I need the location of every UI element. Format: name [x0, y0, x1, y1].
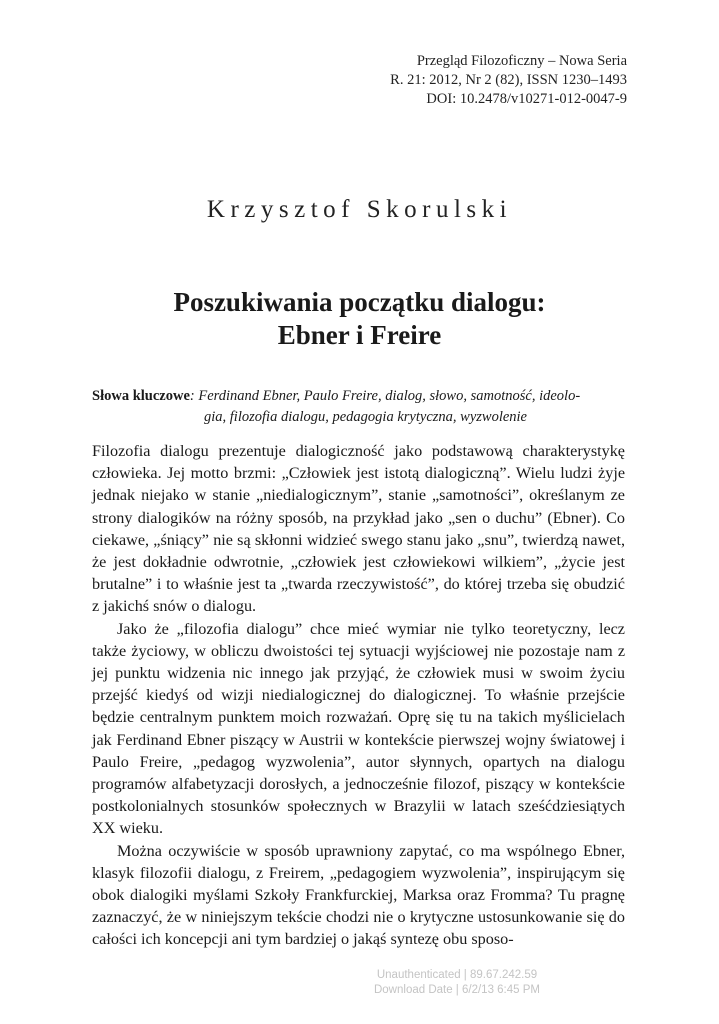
title-line-1: Poszukiwania początku dialogu:	[173, 287, 546, 317]
body-paragraph-1: Filozofia dialogu prezentuje dialogiczność jako podstawową charakterystykę człowieka. Jej motto brzmi: „Człowiek jest istotą dialogiczną”. Wielu ludzi żyje jednak niejako w stanie „niedialogicznym”, stanie „samotności”, określanym ze strony dialogików na różny sposób, na przykład jako „sen o duchu” (Ebner). Co ciekawe, „śniący” nie są skłonni widzieć swego stanu jako „snu”, twierdzą nawet, że jest dokładnie odwrotnie, „człowiek jest człowiekowi wilkiem”, „życie jest brutalne” i to właśnie jest ta „twarda rzeczywistość”, do której trzeba się obudzić z jakichś snów o dialogu.	[92, 442, 625, 616]
journal-volume: R. 21: 2012, Nr 2 (82), ISSN 1230–1493	[390, 72, 627, 88]
title-line-2: Ebner i Freire	[277, 320, 442, 350]
watermark-date: Download Date | 6/2/13 6:45 PM	[373, 984, 540, 996]
journal-doi: DOI: 10.2478/v10271-012-0047-9	[426, 91, 627, 107]
watermark-auth: Unauthenticated | 89.67.242.59	[376, 969, 538, 981]
keywords-colon: :	[189, 388, 195, 404]
keywords-block	[92, 386, 630, 428]
keywords-label: Słowa kluczowe	[92, 388, 190, 404]
article-body	[92, 440, 625, 951]
article-title	[0, 286, 719, 352]
keywords-list-line-1: Ferdinand Ebner, Paulo Freire, dialog, słowo, samotność, ideolo-	[194, 388, 581, 404]
body-paragraph-3: Można oczywiście w sposób uprawniony zapytać, co ma wspólnego Ebner, klasyk filozofii dialogu, z Freirem, „pedagogiem wyzwolenia”, inspirującym się obok dialogiki myślami Szkoły Frankfurckiej, Marksa oraz Fromma? Tu pragnę zaznaczyć, że w niniejszym tekście chodzi nie o krytyczne ustosunkowanie się do całości ich koncepcji ani tym bardziej o jakąś syntezę obu sposo-	[92, 841, 625, 949]
keywords-list-line-2: gia, filozofia dialogu, pedagogia krytyczna, wyzwolenie	[204, 409, 527, 425]
journal-name: Przegląd Filozoficzny – Nowa Seria	[416, 53, 627, 69]
download-watermark	[357, 968, 557, 998]
journal-header	[390, 52, 627, 109]
author-name: Krzysztof Skorulski	[206, 196, 513, 223]
body-paragraph-2: Jako że „filozofia dialogu” chce mieć wymiar nie tylko teoretyczny, lecz także życiowy, w obliczu dwoistości tej sytuacji wyjściowej nie pozostaje nam z jej punktu widzenia nic innego jak przyjąć, że człowiek musi w swoim życiu przejść kiedyś od wizji niedialogicznej do dialogicznej. To właśnie przejście będzie centralnym punktem moich rozważań. Oprę się tu na takich myślicielach jak Ferdinand Ebner piszący w Austrii w kontekście pierwszej wojny światowej i Paulo Freire, „pedagog wyzwolenia”, autor słynnych, opartych na dialogu programów alfabetyzacji dorosłych, a jednocześnie filozof, piszący w kontekście postkolonialnych stosunków społecznych w Brazylii w latach sześćdziesiątych XX wieku.	[92, 619, 625, 838]
